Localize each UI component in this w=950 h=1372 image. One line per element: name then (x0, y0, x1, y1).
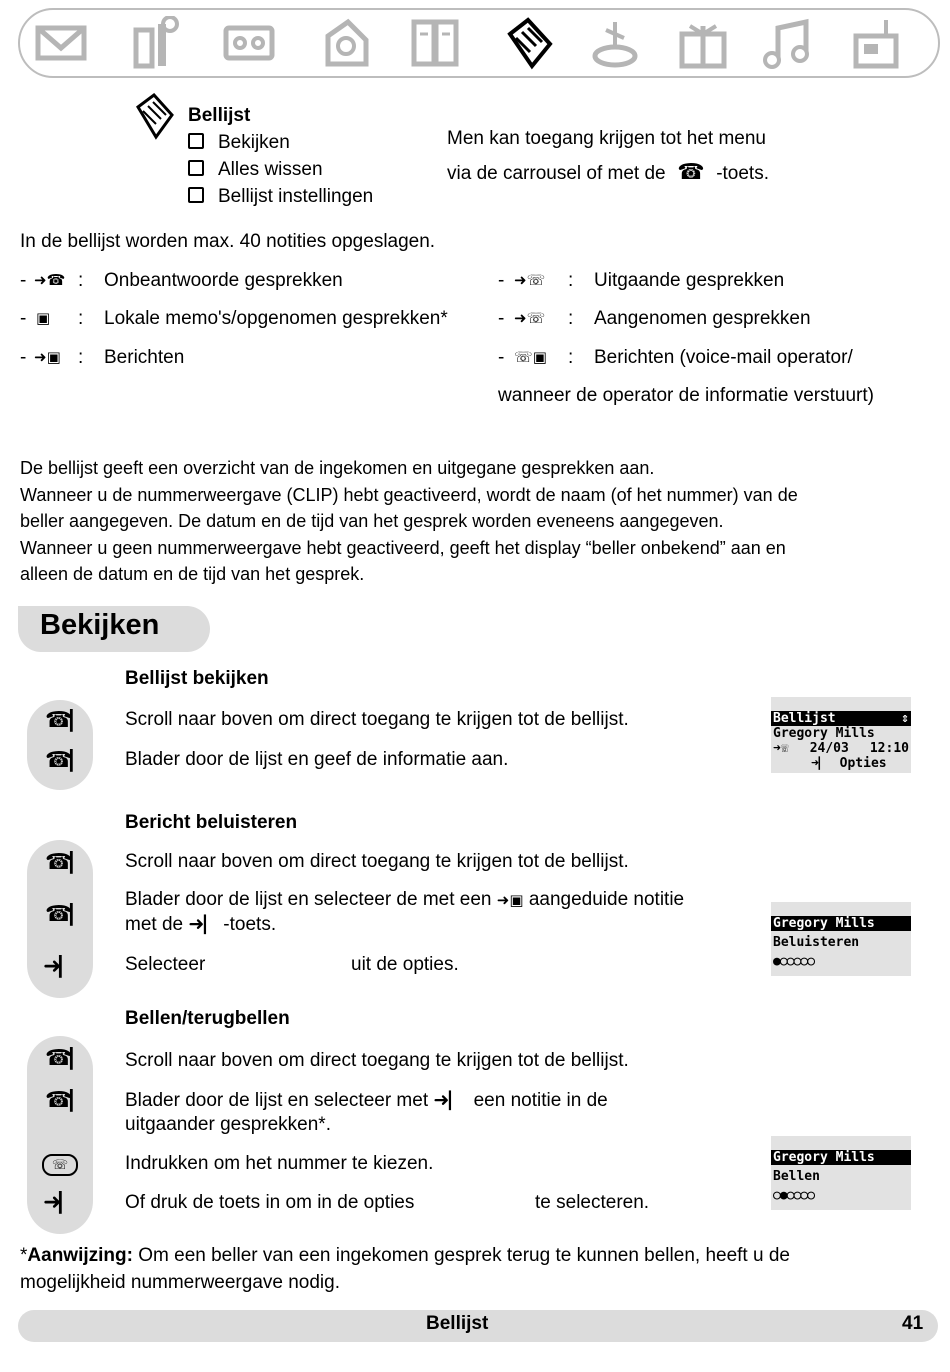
envelope-icon (34, 16, 88, 70)
memo-icon: ▣ (36, 310, 51, 327)
lcd-display-bellijst: Bellijst ⇕ Gregory Mills ➜☏ 24/03 12:10 ➜⎸ Opties (771, 697, 911, 773)
subheading-bericht-beluisteren: Bericht beluisteren (125, 812, 298, 833)
call-list-key-icon: ☎⎸ (45, 850, 91, 875)
call-list-key-icon: ☎⎸ (45, 708, 91, 733)
call-key-icon: ☏ (42, 1154, 78, 1176)
step-browse-list: Blader door de lijst en geef de informatie aan. (125, 749, 509, 770)
call-list-key-icon: ☎ (677, 159, 705, 184)
outgoing-call-icon: ➜☏ (773, 741, 789, 756)
call-list-icon (502, 16, 556, 70)
intro-paragraph: De bellijst geeft een overzicht van de ingekomen en uitgegane gesprekken aan. Wanneer u de nummerweergave (CLIP) hebt geactiveerd, wordt de naam (of het nummer) van de beller aangegeven. De datum en de tijd van het gesprek worden eveneens aangegeven. Wanneer u geen nummerweergave hebt geactiveerd, geeft het display “beller onbekend” aan en alleen de datum en de tijd van het gesprek. (20, 458, 798, 584)
page-number: 41 (902, 1313, 924, 1334)
footer-title: Bellijst (426, 1313, 489, 1334)
message-icon: ➜▣ (496, 892, 524, 909)
lcd-display-bellen: Gregory Mills Bellen ○●○○○○ (771, 1136, 911, 1210)
received-call-icon: ➜☏ (514, 310, 546, 327)
menu-title: Bellijst (188, 105, 251, 126)
phone-tools-icon (128, 16, 182, 70)
outgoing-call-icon: ➜☏ (514, 272, 546, 289)
step-select-option: Selecteer uit de opties. (125, 954, 459, 975)
menu-position-dots-icon: ○●○○○○ (773, 1188, 814, 1203)
menu-position-dots-icon: ●○○○○○ (773, 954, 814, 969)
section-title: Bekijken (40, 609, 160, 641)
max-notes-text: In de bellijst worden max. 40 notities opgeslagen. (20, 231, 436, 252)
handset-settings-icon (850, 16, 904, 70)
book-icon (408, 16, 462, 70)
note-text: *Aanwijzing: Om een beller van een ingekomen gesprek terug te kunnen bellen, heeft u de mogelijkheid nummerweergave nodig. (20, 1245, 790, 1293)
legend-row-messages: - ➜▣ : Berichten (20, 347, 185, 368)
key-sequence-panel (27, 1036, 93, 1234)
menu-key-icon: ➜⎸ (43, 954, 80, 979)
menu-item-bellijst-instellingen[interactable]: Bellijst instellingen (188, 185, 373, 209)
menu-key-icon: ➜⎸ (188, 914, 224, 935)
step-scroll-up: Scroll naar boven om direct toegang te krijgen tot de bellijst. (125, 851, 629, 872)
call-list-key-icon: ☎⎸ (45, 748, 91, 773)
call-list-key-icon: ☎⎸ (45, 1046, 91, 1071)
access-text-1: Men kan toegang krijgen tot het menu (447, 128, 766, 149)
menu-carousel (18, 8, 940, 78)
scroll-arrows-icon: ⇕ (901, 711, 909, 726)
key-sequence-panel (27, 840, 93, 998)
call-list-key-icon: ☎⎸ (45, 902, 91, 927)
voicemail-operator-icon: ☏▣ (514, 349, 547, 366)
gift-icon (676, 16, 730, 70)
checkbox-icon (188, 133, 204, 149)
menu-key-icon: ➜⎸ (811, 756, 832, 771)
key-sequence-panel (27, 700, 93, 790)
missed-call-icon: ➜☎ (34, 272, 66, 289)
call-list-icon (134, 93, 176, 141)
music-icon (760, 16, 814, 70)
lcd-display-beluisteren: Gregory Mills Beluisteren ●○○○○○ (771, 902, 911, 976)
message-icon: ➜▣ (34, 349, 61, 366)
legend-row-outgoing: - ➜☏ : Uitgaande gesprekken (498, 270, 785, 291)
step-options: Of druk de toets in om in de opties te selecteren. (125, 1192, 650, 1213)
step-select-message: Blader door de lijst en selecteer de met een ➜▣ aangeduide notitie met de ➜⎸-toets. (125, 889, 685, 935)
legend-voicemail-cont: wanneer de operator de informatie verstuurt) (498, 385, 874, 406)
menu-key-icon: ➜⎸ (43, 1190, 80, 1215)
call-list-key-icon: ☎⎸ (45, 1088, 91, 1113)
step-scroll-up: Scroll naar boven om direct toegang te krijgen tot de bellijst. (125, 709, 629, 730)
phonebook-icon (318, 16, 372, 70)
legend-row-received: - ➜☏ : Aangenomen gesprekken (498, 308, 811, 329)
subheading-bellijst-bekijken: Bellijst bekijken (125, 668, 269, 689)
legend-row-missed: - ➜☎ : Onbeantwoorde gesprekken (20, 270, 343, 291)
cassette-icon (222, 16, 276, 70)
menu-item-alles-wissen[interactable]: Alles wissen (188, 158, 323, 182)
checkbox-icon (188, 187, 204, 203)
legend-row-memo: - ▣ : Lokale memo's/opgenomen gesprekken* (20, 308, 448, 329)
subheading-bellen-terugbellen: Bellen/terugbellen (125, 1008, 290, 1029)
alarm-icon (588, 16, 642, 70)
checkbox-icon (188, 160, 204, 176)
legend-row-voicemail: - ☏▣ : Berichten (voice-mail operator/ (498, 347, 853, 368)
step-scroll-up: Scroll naar boven om direct toegang te krijgen tot de bellijst. (125, 1050, 629, 1071)
step-press-dial: Indrukken om het nummer te kiezen. (125, 1153, 434, 1174)
access-text-2: via de carrousel of met de ☎ -toets. (447, 159, 769, 184)
menu-item-bekijken[interactable]: Bekijken (188, 131, 290, 155)
step-select-outgoing: Blader door de lijst en selecteer met ➜⎸ een notitie in de uitgaander gesprekken*. (125, 1090, 608, 1135)
menu-key-icon: ➜⎸ (433, 1090, 469, 1111)
